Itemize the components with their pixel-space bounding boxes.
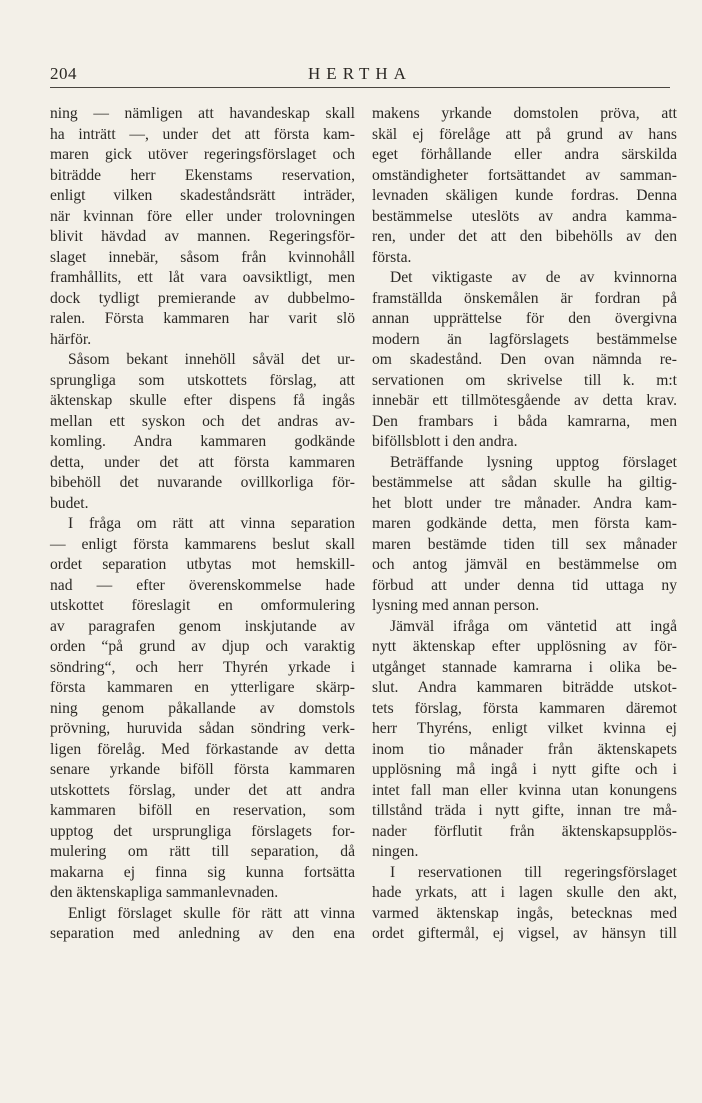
text-line: den äktenskapliga sammanlevnaden. xyxy=(50,884,279,901)
text-line: och antog jämväl en bestämmelse om xyxy=(372,556,677,573)
text-line: maren bestämde tiden till sex månader xyxy=(372,535,677,553)
text-line: — enligt första kammarens beslut skall xyxy=(50,535,355,553)
text-line: kammaren biföll en reservation, som xyxy=(50,802,355,819)
text-line: blivit hävdad av mannen. Regeringsför- xyxy=(50,228,355,245)
text-line: sprungliga som utskottets förslag, att xyxy=(50,371,355,389)
text-line: ning — nämligen att havandeskap skall xyxy=(50,105,355,122)
text-line: äktenskap skulle efter dispens få ingås xyxy=(50,392,355,409)
text-line: makarna ej finna sig kunna fortsätta xyxy=(50,863,355,881)
text-line: ordet separation utbytas mot hemskill- xyxy=(50,556,355,573)
text-line: dock tydligt premierande av dubbelmo- xyxy=(50,289,355,307)
text-line: nader förflutit från äktenskapsupplös- xyxy=(372,822,677,840)
text-line: skäl ej förelåge att på grund av hans xyxy=(372,125,677,143)
text-line: levnaden skäligen kunde fordras. Denna xyxy=(372,187,677,204)
text-line: första. xyxy=(372,248,412,266)
text-line: framställda önskemålen är fordran på xyxy=(372,289,677,307)
text-line: ordet giftermål, ej vigsel, av hänsyn till xyxy=(372,925,677,942)
text-line: separation med anledning av den ena xyxy=(50,925,355,942)
text-line: ning genom påkallande av domstols xyxy=(50,699,355,717)
text-line: Jämväl ifråga om väntetid att ingå xyxy=(390,617,677,635)
text-line: tillstånd träda i nytt gifte, innan tre må- xyxy=(372,802,677,819)
text-line: modern än lagförslagets bestämmelse xyxy=(372,330,677,348)
text-line: när kvinnan före eller under trolovningen xyxy=(50,207,355,225)
text-line: biträdde herr Ekenstams reservation, xyxy=(50,166,355,184)
text-line: Den frambars i båda kamrarna, men xyxy=(372,412,677,430)
text-line: prövning, huruvida sådan söndring verk- xyxy=(50,720,355,737)
text-line: av paragrafen genom inskjutande av xyxy=(50,617,355,635)
text-line: I reservationen till regeringsförslaget xyxy=(390,863,677,881)
text-line: söndring“, och herr Thyrén yrkade i xyxy=(50,658,355,676)
text-line: intet fall man eller kvinna utan konungens xyxy=(372,781,677,799)
text-line: ren, under det att den bibehölls av den xyxy=(372,228,677,245)
text-line: I fråga om rätt att vinna separation xyxy=(68,515,355,532)
text-line: nytt äktenskap efter upplösning av för- xyxy=(372,638,677,655)
text-line: ningen. xyxy=(372,843,419,860)
text-line: tets förslag, första kammaren däremot xyxy=(372,699,677,717)
text-line: innebär ett tillmötesgående av detta krav. xyxy=(372,392,677,409)
text-line: annan upprättelse för den övergivna xyxy=(372,310,677,327)
text-line: maren godkände detta, men första kam- xyxy=(372,515,677,532)
text-line: bibehöll det nuvarande ovillkorliga för- xyxy=(50,474,355,491)
text-line: upplösning må ingå i nytt gifte och i xyxy=(372,761,677,778)
right-text-column xyxy=(372,104,677,945)
text-line: Det viktigaste av de av kvinnorna xyxy=(390,269,677,286)
text-line: slut. Andra kammaren biträdde utskot- xyxy=(372,679,677,696)
text-line: förbud att under denna tid uttaga ny xyxy=(372,576,677,594)
text-line: nad — efter överenskommelse hade xyxy=(50,576,355,594)
text-line: ligen förelåg. Med förkastande av detta xyxy=(50,740,355,758)
text-line: budet. xyxy=(50,494,89,512)
text-line: bestämmelse att sådan skulle ha giltig- xyxy=(372,474,677,491)
text-line: bestämmelse uteslöts av andra kamma- xyxy=(372,207,677,225)
text-line: enligt vilken skadeståndsrätt inträder, xyxy=(50,187,355,204)
text-line: het blott under tre månader. Andra kam- xyxy=(372,494,677,512)
text-line: Beträffande lysning upptog förslaget xyxy=(390,453,677,471)
text-line: inom tio månader från äktenskapets xyxy=(372,740,677,758)
text-line: Såsom bekant innehöll såväl det ur- xyxy=(68,351,355,368)
text-line: eget förhållande eller andra särskilda xyxy=(372,146,677,163)
text-line: upptog det ursprungliga förslagets for- xyxy=(50,822,355,840)
text-line: utgånget stannade kamrarna i olika be- xyxy=(372,658,677,676)
text-line: första kammaren en ytterligare skärp- xyxy=(50,679,355,696)
text-line: makens yrkande domstolen pröva, att xyxy=(372,105,677,122)
text-line: detta, under det att första kammaren xyxy=(50,453,355,471)
text-line: ha inträtt —, under det att första kam- xyxy=(50,125,355,143)
text-line: orden “på grund av djup och varaktig xyxy=(50,638,355,655)
text-line: varmed äktenskap ingås, betecknas med xyxy=(372,904,677,922)
page-header xyxy=(50,64,670,86)
text-line: Enligt förslaget skulle för rätt att vinna xyxy=(68,904,355,922)
text-line: maren gick utöver regeringsförslaget och xyxy=(50,146,355,163)
text-line: mulering om rätt till separation, då xyxy=(50,843,355,860)
text-line: härför. xyxy=(50,330,92,348)
text-line: lysning med annan person. xyxy=(372,597,540,614)
text-line: servationen om skrivelse till k. m:t xyxy=(372,371,677,389)
text-line: mellan ett syskon och det andras av- xyxy=(50,412,355,430)
text-line: herr Thyréns, enligt vilket kvinna ej xyxy=(372,720,677,737)
left-text-column xyxy=(50,104,355,945)
text-line: hade yrkats, att i lagen skulle den akt, xyxy=(372,884,677,901)
text-line: utskottet föreslagit en omformulering xyxy=(50,597,355,614)
text-line: senare yrkande biföll första kammaren xyxy=(50,761,355,778)
text-line: ralen. Första kammaren har varit slö xyxy=(50,310,355,327)
text-line: biföllsblott i den andra. xyxy=(372,433,518,450)
running-title: HERTHA xyxy=(308,64,412,83)
text-line: slaget innebär, såsom från kvinnohåll xyxy=(50,248,355,266)
text-line: komling. Andra kammaren godkände xyxy=(50,433,355,450)
text-line: omständigheter fortsättandet av samman- xyxy=(372,166,677,184)
text-line: utskottets förslag, under det att andra xyxy=(50,781,355,799)
header-rule xyxy=(50,87,670,88)
text-line: framhållits, ett låt vara oavsiktligt, men xyxy=(50,269,355,286)
page-number: 204 xyxy=(50,64,77,83)
text-line: om skadestånd. Den ovan nämnda re- xyxy=(372,351,677,368)
